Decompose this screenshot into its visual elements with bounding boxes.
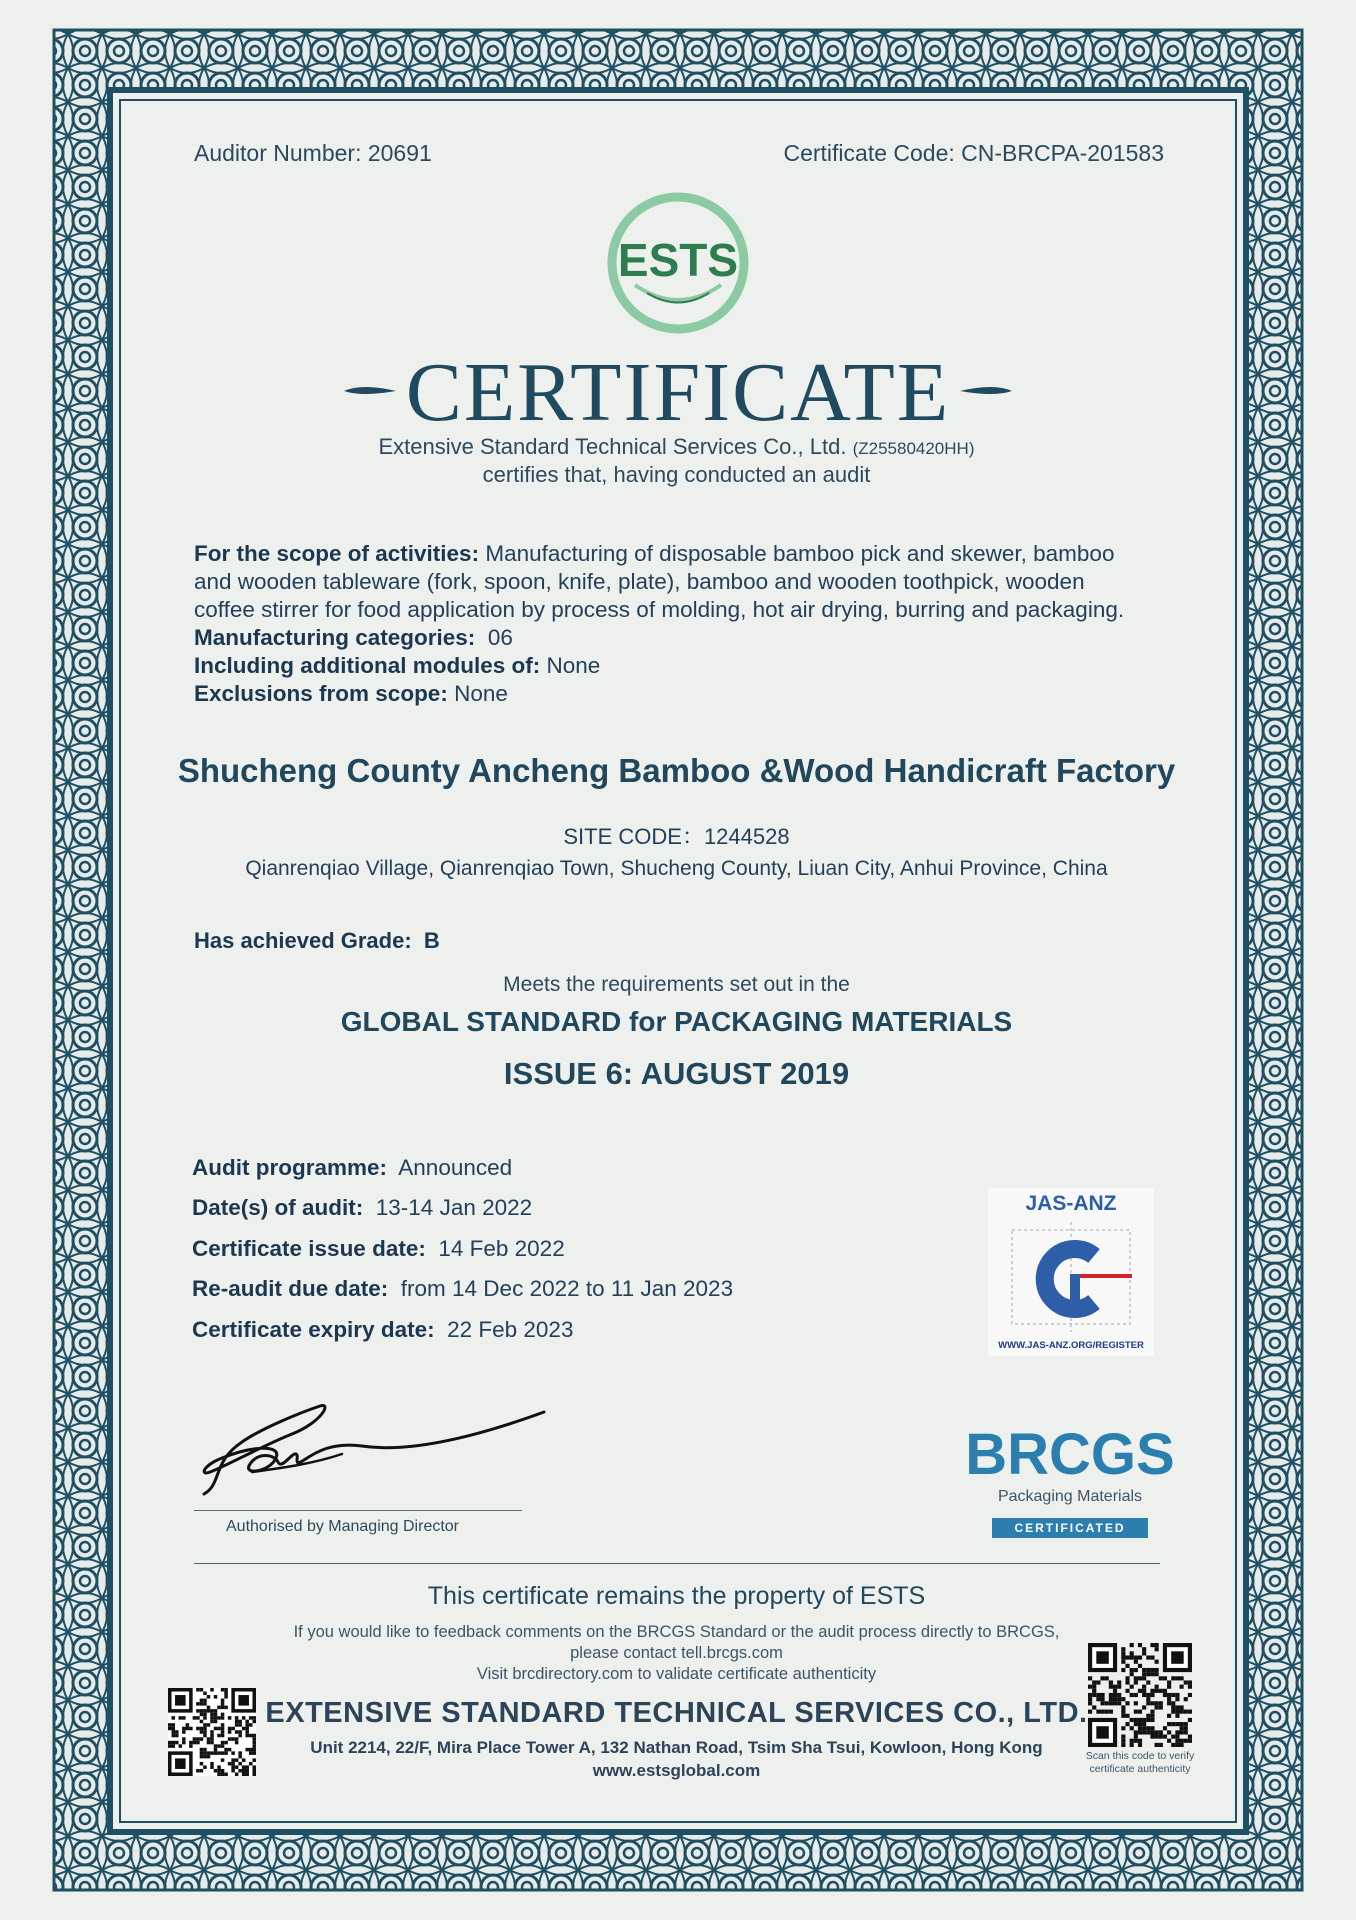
audit-value: 13-14 Jan 2022 <box>375 1195 533 1221</box>
grade-label: Has achieved Grade: <box>194 928 412 953</box>
brcgs-badge-text: CERTIFICATED <box>1014 1521 1126 1535</box>
property-notice: This certificate remains the property of ESTS <box>427 1582 926 1610</box>
audit-details <box>192 1152 733 1354</box>
ests-logo-text: ESTS <box>617 234 739 286</box>
title-flourish-right <box>958 383 1014 399</box>
company-name: Shucheng County Ancheng Bamboo &Wood Handicraft Factory <box>177 752 1176 789</box>
qr-code-icon <box>168 1688 256 1776</box>
jas-anz-url: WWW.JAS-ANZ.ORG/REGISTER <box>998 1340 1144 1351</box>
feedback-line-1: If you would like to feedback comments on the BRCGS Standard or the audit process directly to BRCGS, <box>293 1623 1060 1641</box>
scope-text-2: and wooden tableware (fork, spoon, knife, plate), bamboo and wooden toothpick, wooden <box>194 569 1085 594</box>
feedback-notice <box>124 1622 1229 1685</box>
audit-value: Announced <box>398 1155 513 1180</box>
audit-label: Certificate expiry date: <box>192 1316 435 1342</box>
jas-anz-logo <box>988 1188 1154 1356</box>
left-qr-code <box>168 1688 256 1776</box>
audit-row-issue-date <box>192 1233 733 1273</box>
scope-label: For the scope of activities: <box>194 541 480 566</box>
footer-divider <box>194 1563 1160 1564</box>
grade-line <box>194 928 440 954</box>
audit-label: Date(s) of audit: <box>192 1195 364 1221</box>
issuer-name: Extensive Standard Technical Services Co., Ltd. <box>378 434 847 459</box>
scope-section <box>194 540 1204 708</box>
audit-row-reaudit <box>192 1273 733 1313</box>
audit-row-programme <box>192 1152 733 1192</box>
signature-caption: Authorised by Managing Director <box>226 1518 460 1535</box>
audit-label: Audit programme: <box>192 1155 388 1180</box>
exclusions-label: Exclusions from scope: <box>194 681 448 706</box>
grade-value: B <box>423 928 440 953</box>
footer-address: Unit 2214, 22/F, Mira Place Tower A, 132 Nathan Road, Tsim Sha Tsui, Kowloon, Hong Kong <box>310 1738 1043 1757</box>
verify-qr-code[interactable] <box>1088 1643 1192 1747</box>
certificate-title: CERTIFICATE <box>405 346 951 439</box>
categories-value: 06 <box>487 625 513 650</box>
audit-value: 14 Feb 2022 <box>438 1235 565 1261</box>
exclusions-value: None <box>454 681 508 706</box>
brcgs-logo-text: BRCGS <box>965 1422 1175 1487</box>
qr-code-icon <box>1088 1643 1192 1747</box>
audit-label: Re-audit due date: <box>192 1276 389 1302</box>
audit-value: from 14 Dec 2022 to 11 Jan 2023 <box>400 1276 734 1302</box>
issuer-code: (Z25580420HH) <box>852 439 975 458</box>
audit-label: Certificate issue date: <box>192 1235 426 1261</box>
jas-anz-mark-icon <box>1008 1220 1134 1334</box>
brcgs-logo <box>965 1418 1175 1535</box>
site-code: SITE CODE：1244528 <box>563 824 790 849</box>
modules-value: None <box>546 653 601 678</box>
ests-logo <box>605 190 751 336</box>
brcgs-wordmark <box>965 1418 1175 1487</box>
qr-caption <box>1070 1750 1210 1776</box>
issuer-line <box>124 434 1229 460</box>
footer-website[interactable]: www.estsglobal.com <box>592 1761 761 1780</box>
brcgs-subtitle: Packaging Materials <box>997 1488 1143 1505</box>
scope-text-1: Manufacturing of disposable bamboo pick and skewer, bamboo <box>485 541 1115 566</box>
scope-text-3: coffee stirrer for food application by process of molding, hot air drying, burring and packaging. <box>194 597 1125 622</box>
qr-caption-line-1: Scan this code to verify <box>1085 1750 1195 1762</box>
auditor-number: Auditor Number: 20691 <box>194 140 432 166</box>
signature-line <box>194 1510 522 1511</box>
standard-name: GLOBAL STANDARD for PACKAGING MATERIALS <box>340 1006 1013 1037</box>
audit-value: 22 Feb 2023 <box>447 1316 574 1342</box>
jas-anz-title: JAS-ANZ <box>1025 1192 1117 1215</box>
audit-row-dates <box>192 1192 733 1232</box>
feedback-line-3: Visit brcdirectory.com to validate certificate authenticity <box>476 1665 877 1683</box>
modules-label: Including additional modules of: <box>194 653 541 678</box>
audit-row-expiry <box>192 1314 733 1354</box>
categories-label: Manufacturing categories: <box>194 625 476 650</box>
footer-company-name: EXTENSIVE STANDARD TECHNICAL SERVICES CO., LTD. <box>265 1697 1088 1729</box>
feedback-line-2: please contact tell.brcgs.com <box>570 1644 783 1662</box>
standard-issue: ISSUE 6: AUGUST 2019 <box>503 1056 850 1091</box>
certificate-code: Certificate Code: CN-BRCPA-201583 <box>783 140 1164 166</box>
certifies-text: certifies that, having conducted an audit <box>482 462 871 487</box>
meets-text: Meets the requirements set out in the <box>503 973 850 996</box>
brcgs-badge <box>992 1518 1148 1538</box>
qr-caption-line-2: certificate authenticity <box>1089 1763 1191 1775</box>
managing-director-signature <box>192 1372 552 1502</box>
company-address: Qianrenqiao Village, Qianrenqiao Town, Shucheng County, Liuan City, Anhui Province, China <box>245 857 1108 880</box>
